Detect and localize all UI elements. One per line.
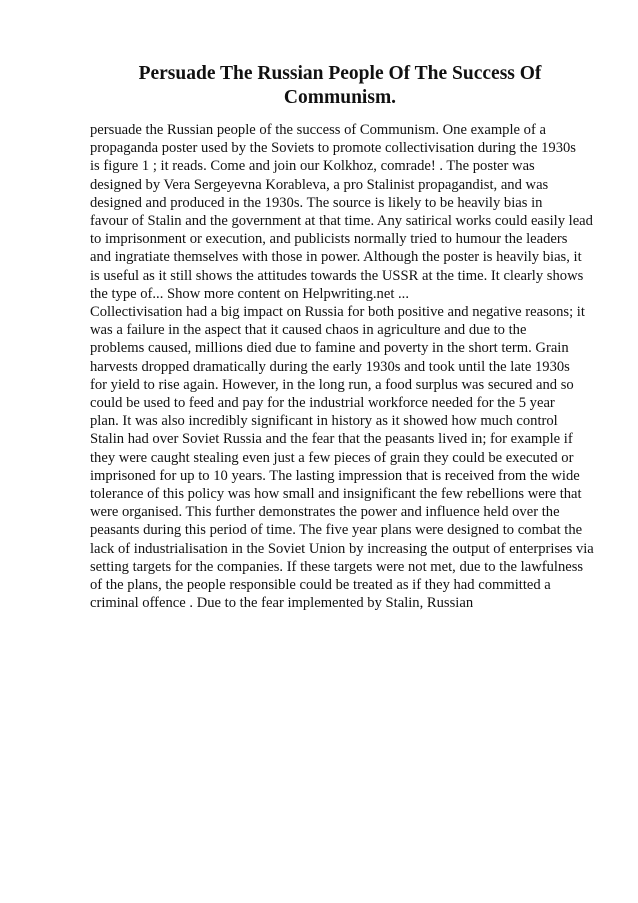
body-line: Collectivisation had a big impact on Russia for both positive and negative reasons; it <box>90 304 585 321</box>
body-line: of the plans, the people responsible could be treated as if they had committed a <box>90 577 551 594</box>
title-line: Persuade The Russian People Of The Success Of <box>138 63 542 84</box>
body-line: the type of... Show more content on Helpwriting.net ... <box>90 285 409 302</box>
body-line: Stalin had over Soviet Russia and the fear that the peasants lived in; for example if <box>90 431 573 448</box>
body-line: harvests dropped dramatically during the early 1930s and took until the late 1930s <box>90 358 570 375</box>
body-line: designed by Vera Sergeyevna Korableva, a pro Stalinist propagandist, and was <box>90 176 549 193</box>
body-line: were organised. This further demonstrates the power and influence held over the <box>90 504 560 521</box>
title-line: Communism. <box>283 87 397 108</box>
body-line: tolerance of this policy was how small and insignificant the few rebellions were that <box>90 486 582 503</box>
body-line: propaganda poster used by the Soviets to promote collectivisation during the 1930s <box>90 140 576 157</box>
body-line: plan. It was also incredibly significant in history as it showed how much control <box>90 413 558 430</box>
document-body <box>90 121 600 612</box>
body-line: was a failure in the aspect that it caused chaos in agriculture and due to the <box>90 322 527 339</box>
body-line: setting targets for the companies. If these targets were not met, due to the lawfulness <box>90 558 584 575</box>
body-line: to imprisonment or execution, and publicists normally tried to humour the leaders <box>90 231 568 248</box>
body-line: is useful as it still shows the attitudes towards the USSR at the time. It clearly shows <box>90 267 584 284</box>
body-line: persuade the Russian people of the success of Communism. One example of a <box>90 122 546 138</box>
body-line: problems caused, millions died due to famine and poverty in the short term. Grain <box>90 340 569 357</box>
body-line: for yield to rise again. However, in the long run, a food surplus was secured and so <box>90 376 574 393</box>
body-line: designed and produced in the 1930s. The source is likely to be heavily bias in <box>90 194 543 211</box>
body-line: criminal offence . Due to the fear implemented by Stalin, Russian <box>90 595 474 612</box>
body-line: peasants during this period of time. The five year plans were designed to combat the <box>90 522 583 539</box>
body-line: favour of Stalin and the government at that time. Any satirical works could easily lead <box>90 213 593 230</box>
body-line: they were caught stealing even just a few pieces of grain they could be executed or <box>90 449 574 466</box>
body-line: is figure 1 ; it reads. Come and join our Kolkhoz, comrade! . The poster was <box>90 158 535 175</box>
document-title <box>90 62 590 110</box>
body-line: and ingratiate themselves with those in power. Although the poster is heavily bias, it <box>90 249 582 266</box>
body-line: lack of industrialisation in the Soviet Union by increasing the output of enterprises via <box>90 540 594 557</box>
body-line: imprisoned for up to 10 years. The lasting impression that is received from the wide <box>90 467 580 484</box>
body-line: could be used to feed and pay for the industrial workforce needed for the 5 year <box>90 395 555 412</box>
